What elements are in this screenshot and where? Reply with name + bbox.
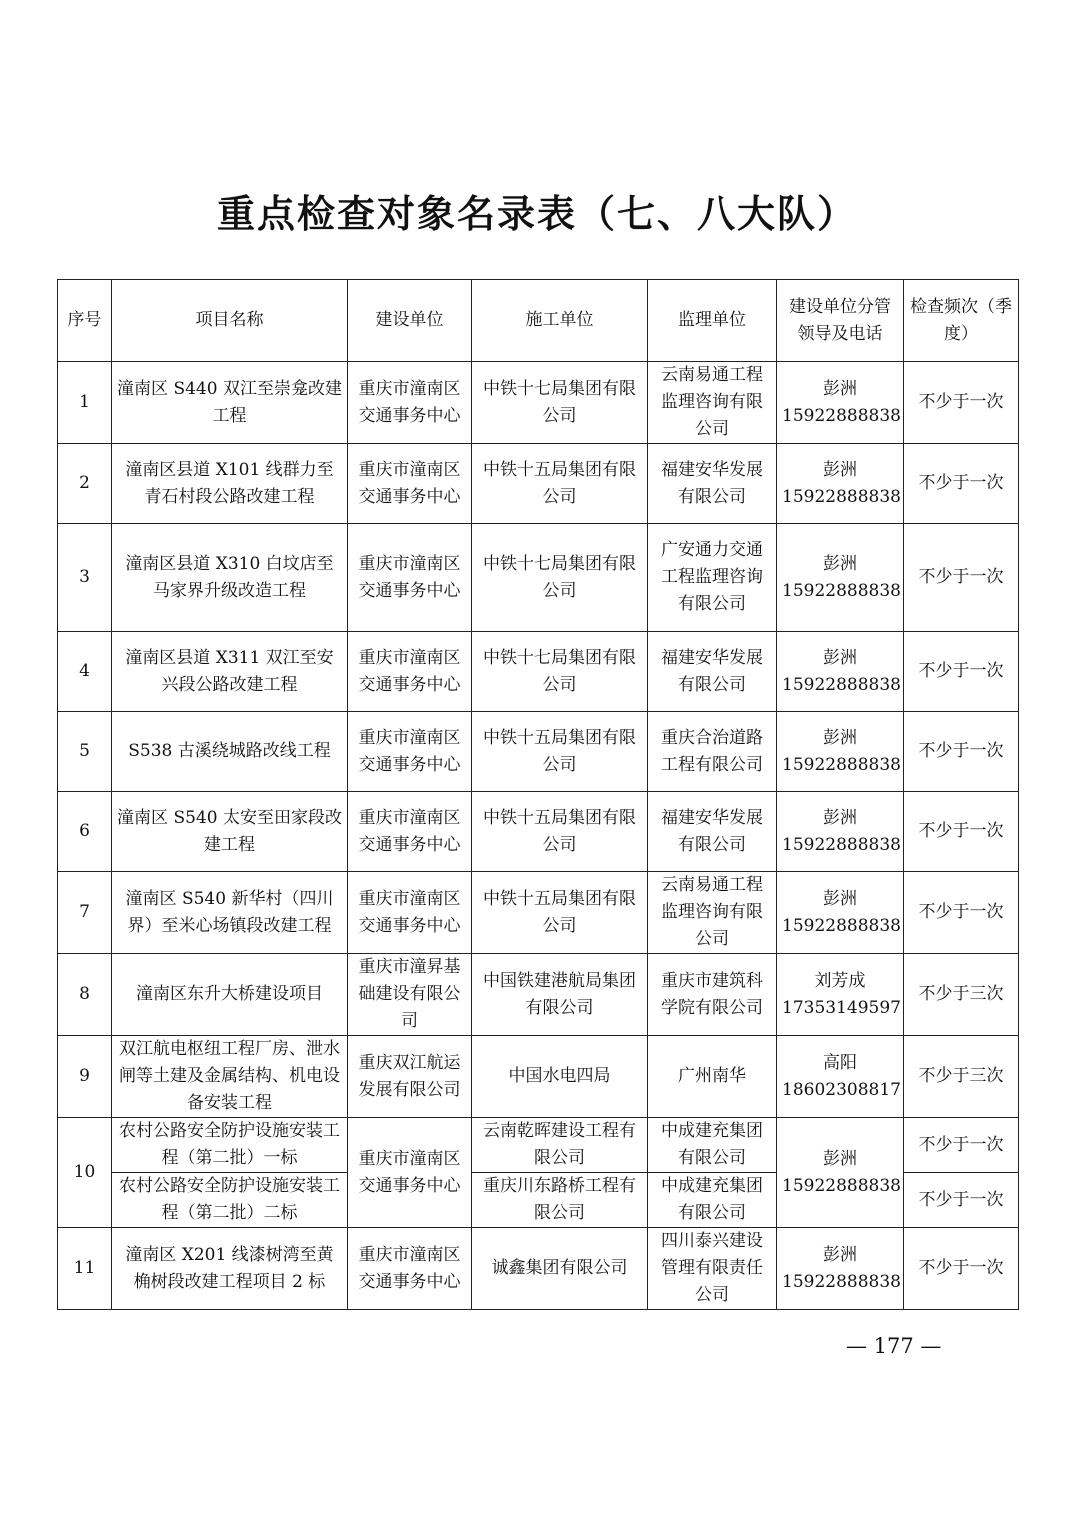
cell-supervisor: 中成建充集团有限公司 xyxy=(648,1118,777,1173)
leader-phone: 15922888838 xyxy=(782,486,901,507)
header-supervisor: 监理单位 xyxy=(648,280,777,362)
table-row xyxy=(58,1228,1019,1310)
cell-frequency: 不少于一次 xyxy=(904,632,1019,712)
header-frequency: 检查频次（季度） xyxy=(904,280,1019,362)
cell-seq: 8 xyxy=(58,954,112,1036)
table-row xyxy=(58,632,1019,712)
cell-contractor: 中铁十七局集团有限公司 xyxy=(472,524,648,632)
leader-phone: 15922888838 xyxy=(782,580,901,601)
header-project: 项目名称 xyxy=(112,280,348,362)
cell-contractor: 中铁十五局集团有限公司 xyxy=(472,792,648,872)
cell-builder: 重庆市潼南区交通事务中心 xyxy=(348,444,472,524)
cell-project: 潼南区 X201 线漆树湾至黄桷树段改建工程项目 2 标 xyxy=(112,1228,348,1310)
cell-project: 潼南区东升大桥建设项目 xyxy=(112,954,348,1036)
cell-frequency: 不少于一次 xyxy=(904,712,1019,792)
cell-seq: 6 xyxy=(58,792,112,872)
leader-name: 彭洲 xyxy=(823,727,857,748)
cell-project: 潼南区县道 X310 白坟店至马家界升级改造工程 xyxy=(112,524,348,632)
cell-supervisor: 云南易通工程监理咨询有限公司 xyxy=(648,362,777,444)
cell-builder: 重庆市潼南区交通事务中心 xyxy=(348,1228,472,1310)
cell-supervisor: 重庆市建筑科学院有限公司 xyxy=(648,954,777,1036)
leader-phone: 17353149597 xyxy=(782,997,901,1018)
cell-project: 潼南区 S540 新华村（四川界）至米心场镇段改建工程 xyxy=(112,872,348,954)
cell-builder: 重庆市潼南区交通事务中心 xyxy=(348,362,472,444)
cell-project: 潼南区 S540 太安至田家段改建工程 xyxy=(112,792,348,872)
cell-supervisor: 广州南华 xyxy=(648,1036,777,1118)
cell-project: 农村公路安全防护设施安装工程（第二批）一标 xyxy=(112,1118,348,1173)
cell-leader xyxy=(777,632,904,712)
table-row xyxy=(58,792,1019,872)
leader-name: 高阳 xyxy=(823,1052,857,1073)
cell-contractor: 中国水电四局 xyxy=(472,1036,648,1118)
leader-phone: 15922888838 xyxy=(782,1175,901,1196)
cell-project: 潼南区县道 X101 线群力至青石村段公路改建工程 xyxy=(112,444,348,524)
cell-supervisor: 重庆合治道路工程有限公司 xyxy=(648,712,777,792)
leader-phone: 15922888838 xyxy=(782,405,901,426)
cell-contractor: 中铁十五局集团有限公司 xyxy=(472,712,648,792)
cell-leader xyxy=(777,872,904,954)
cell-frequency: 不少于一次 xyxy=(904,524,1019,632)
cell-builder: 重庆市潼南区交通事务中心 xyxy=(348,632,472,712)
cell-builder: 重庆市潼南区交通事务中心 xyxy=(348,792,472,872)
cell-leader xyxy=(777,1118,904,1228)
leader-name: 彭洲 xyxy=(823,378,857,399)
cell-seq: 10 xyxy=(58,1118,112,1228)
cell-leader xyxy=(777,1036,904,1118)
table-header-row xyxy=(58,280,1019,362)
cell-frequency: 不少于三次 xyxy=(904,1036,1019,1118)
table-row xyxy=(58,1036,1019,1118)
cell-supervisor: 福建安华发展有限公司 xyxy=(648,444,777,524)
header-leader: 建设单位分管领导及电话 xyxy=(777,280,904,362)
table-row xyxy=(58,1118,1019,1173)
cell-builder: 重庆市潼昇基础建设有限公司 xyxy=(348,954,472,1036)
table-row xyxy=(58,712,1019,792)
cell-supervisor: 四川泰兴建设管理有限责任公司 xyxy=(648,1228,777,1310)
cell-seq: 2 xyxy=(58,444,112,524)
cell-builder: 重庆市潼南区交通事务中心 xyxy=(348,872,472,954)
cell-contractor: 重庆川东路桥工程有限公司 xyxy=(472,1173,648,1228)
cell-frequency: 不少于一次 xyxy=(904,1228,1019,1310)
leader-name: 刘芳成 xyxy=(814,970,866,991)
cell-contractor: 诚鑫集团有限公司 xyxy=(472,1228,648,1310)
cell-builder: 重庆双江航运发展有限公司 xyxy=(348,1036,472,1118)
cell-frequency: 不少于一次 xyxy=(904,444,1019,524)
cell-builder: 重庆市潼南区交通事务中心 xyxy=(348,712,472,792)
cell-project: 潼南区县道 X311 双江至安兴段公路改建工程 xyxy=(112,632,348,712)
leader-name: 彭洲 xyxy=(823,553,857,574)
cell-builder: 重庆市潼南区交通事务中心 xyxy=(348,524,472,632)
table-row xyxy=(58,524,1019,632)
table-row xyxy=(58,872,1019,954)
leader-name: 彭洲 xyxy=(823,459,857,480)
cell-contractor: 中铁十五局集团有限公司 xyxy=(472,444,648,524)
cell-seq: 7 xyxy=(58,872,112,954)
cell-frequency: 不少于一次 xyxy=(904,872,1019,954)
header-seq: 序号 xyxy=(58,280,112,362)
leader-name: 彭洲 xyxy=(823,647,857,668)
cell-seq: 3 xyxy=(58,524,112,632)
leader-phone: 15922888838 xyxy=(782,754,901,775)
cell-seq: 9 xyxy=(58,1036,112,1118)
cell-seq: 11 xyxy=(58,1228,112,1310)
leader-name: 彭洲 xyxy=(823,1244,857,1265)
cell-frequency: 不少于一次 xyxy=(904,792,1019,872)
cell-seq: 4 xyxy=(58,632,112,712)
inspection-table xyxy=(57,279,1019,1310)
table-row xyxy=(58,444,1019,524)
cell-frequency: 不少于三次 xyxy=(904,954,1019,1036)
cell-seq: 1 xyxy=(58,362,112,444)
cell-leader xyxy=(777,1228,904,1310)
cell-frequency: 不少于一次 xyxy=(904,362,1019,444)
cell-leader xyxy=(777,362,904,444)
header-contractor: 施工单位 xyxy=(472,280,648,362)
cell-supervisor: 福建安华发展有限公司 xyxy=(648,632,777,712)
cell-seq: 5 xyxy=(58,712,112,792)
cell-frequency: 不少于一次 xyxy=(904,1118,1019,1173)
cell-supervisor: 中成建充集团有限公司 xyxy=(648,1173,777,1228)
cell-leader xyxy=(777,712,904,792)
cell-frequency: 不少于一次 xyxy=(904,1173,1019,1228)
page-number: — 177 — xyxy=(846,1334,942,1358)
cell-leader xyxy=(777,524,904,632)
cell-contractor: 中铁十七局集团有限公司 xyxy=(472,362,648,444)
cell-contractor: 中铁十七局集团有限公司 xyxy=(472,632,648,712)
cell-contractor: 中铁十五局集团有限公司 xyxy=(472,872,648,954)
leader-name: 彭洲 xyxy=(823,888,857,909)
cell-supervisor: 云南易通工程监理咨询有限公司 xyxy=(648,872,777,954)
cell-project: 农村公路安全防护设施安装工程（第二批）二标 xyxy=(112,1173,348,1228)
cell-supervisor: 广安通力交通工程监理咨询有限公司 xyxy=(648,524,777,632)
cell-builder: 重庆市潼南区交通事务中心 xyxy=(348,1118,472,1228)
page-title: 重点检查对象名录表（七、八大队） xyxy=(216,192,857,236)
cell-project: 潼南区 S440 双江至崇龛改建工程 xyxy=(112,362,348,444)
leader-name: 彭洲 xyxy=(823,1148,857,1169)
leader-phone: 15922888838 xyxy=(782,834,901,855)
cell-project: 双江航电枢纽工程厂房、泄水闸等土建及金属结构、机电设备安装工程 xyxy=(112,1036,348,1118)
leader-phone: 15922888838 xyxy=(782,674,901,695)
leader-name: 彭洲 xyxy=(823,807,857,828)
cell-leader xyxy=(777,792,904,872)
cell-project: S538 古溪绕城路改线工程 xyxy=(112,712,348,792)
cell-leader xyxy=(777,444,904,524)
header-builder: 建设单位 xyxy=(348,280,472,362)
table-row xyxy=(58,362,1019,444)
cell-contractor: 云南乾晖建设工程有限公司 xyxy=(472,1118,648,1173)
leader-phone: 15922888838 xyxy=(782,915,901,936)
leader-phone: 15922888838 xyxy=(782,1271,901,1292)
table-row xyxy=(58,954,1019,1036)
leader-phone: 18602308817 xyxy=(782,1079,901,1100)
cell-leader xyxy=(777,954,904,1036)
cell-supervisor: 福建安华发展有限公司 xyxy=(648,792,777,872)
cell-contractor: 中国铁建港航局集团有限公司 xyxy=(472,954,648,1036)
